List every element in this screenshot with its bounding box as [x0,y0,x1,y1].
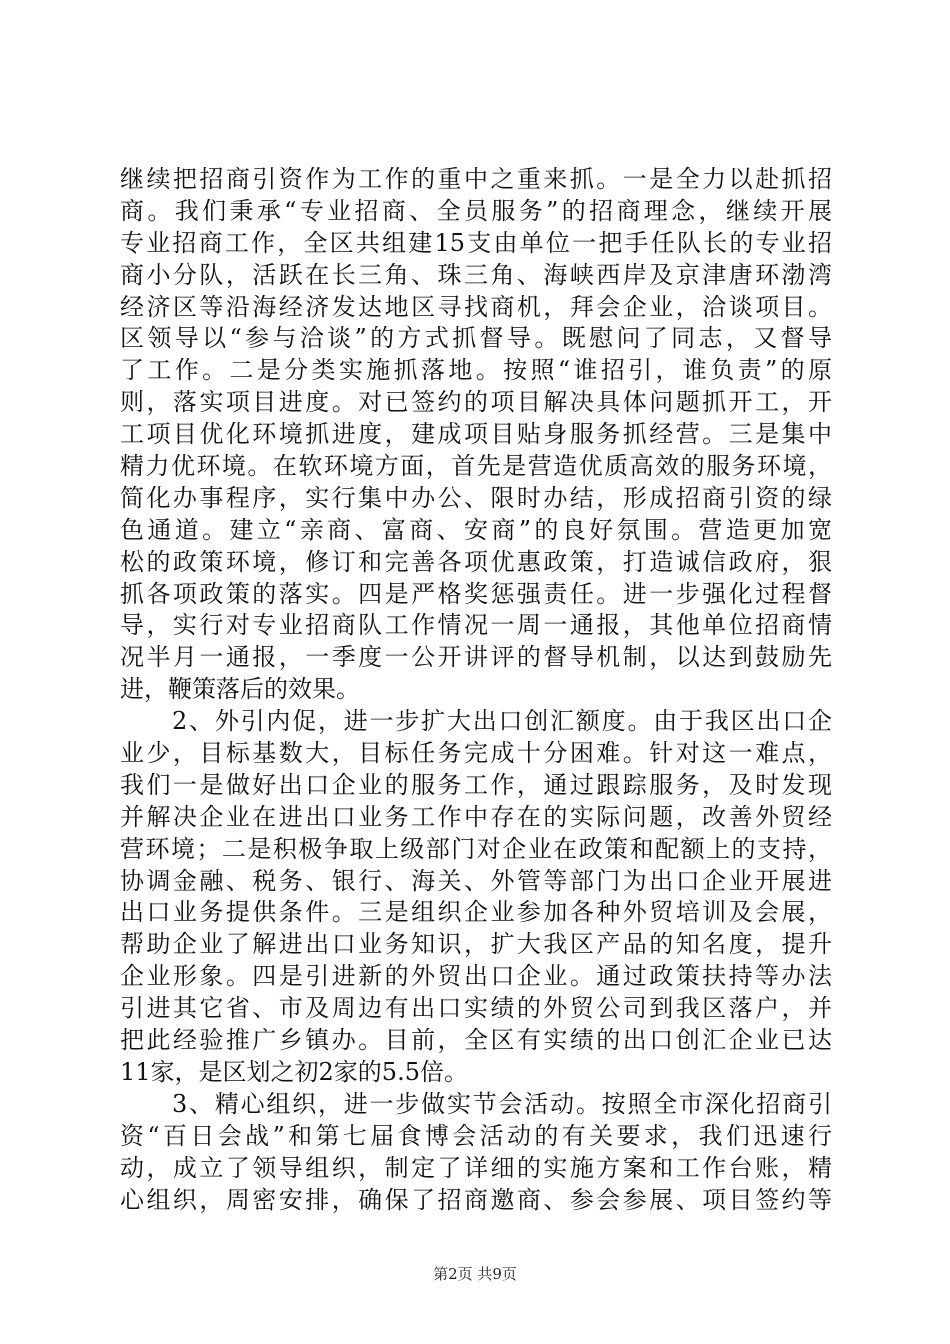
text-line: 经济区等沿海经济发达地区寻找商机，拜会企业，洽谈项目。 [120,292,832,321]
text-line: 导，实行对专业招商队工作情况一周一通报，其他单位招商情 [120,611,832,640]
text-line: 况半月一通报，一季度一公开讲评的督导机制，以达到鼓励先 [120,643,832,672]
text-line: 出口业务提供条件。三是组织企业参加各种外贸培训及会展， [120,898,832,927]
document-body [120,164,832,1216]
text-line: 我们一是做好出口企业的服务工作，通过跟踪服务，及时发现 [120,770,832,799]
text-line: 业少，目标基数大，目标任务完成十分困难。针对这一难点， [120,739,832,768]
text-line: 3、精心组织，进一步做实节会活动。按照全市深化招商引 [172,1089,832,1118]
text-line: 营环境；二是积极争取上级部门对企业在政策和配额上的支持， [120,834,832,863]
text-line: 了工作。二是分类实施抓落地。按照“谁招引，谁负责”的原 [120,356,832,385]
paragraph-3 [120,1089,832,1217]
text-line: 动，成立了领导组织，制定了详细的实施方案和工作台账，精 [120,1153,832,1182]
paragraph-1 [120,164,832,706]
text-line: 进，鞭策落后的效果。 [120,675,360,704]
text-line: 商小分队，活跃在长三角、珠三角、海峡西岸及京津唐环渤湾 [120,260,832,289]
text-line: 把此经验推广乡镇办。目前，全区有实绩的出口创汇企业已达 [120,1026,832,1055]
text-line: 继续把招商引资作为工作的重中之重来抓。一是全力以赴抓招 [120,165,832,193]
text-line: 11家，是区划之初2家的5.5倍。 [120,1057,468,1086]
text-line: 商。我们秉承“专业招商、全员服务”的招商理念，继续开展 [120,196,832,225]
text-line: 工项目优化环境抓进度，建成项目贴身服务抓经营。三是集中 [120,420,832,449]
text-line: 企业形象。四是引进新的外贸出口企业。通过政策扶持等办法 [120,962,832,991]
text-line: 2、外引内促，进一步扩大出口创汇额度。由于我区出口企 [172,707,832,736]
text-line: 简化办事程序，实行集中办公、限时办结，形成招商引资的绿 [120,483,832,512]
text-line: 资“百日会战”和第七届食博会活动的有关要求，我们迅速行 [120,1121,832,1150]
page-number-footer: 第2页 共9页 [433,1265,517,1283]
text-line: 抓各项政策的落实。四是严格奖惩强责任。进一步强化过程督 [120,579,832,608]
text-line: 专业招商工作，全区共组建15支由单位一把手任队长的专业招 [120,228,832,257]
text-line: 引进其它省、市及周边有出口实绩的外贸公司到我区落户，并 [120,994,832,1023]
text-line: 色通道。建立“亲商、富商、安商”的良好氛围。营造更加宽 [120,515,832,544]
paragraph-2 [120,706,832,1089]
text-line: 帮助企业了解进出口业务知识，扩大我区产品的知名度，提升 [120,930,832,959]
text-line: 并解决企业在进出口业务工作中存在的实际问题，改善外贸经 [120,802,832,831]
text-line: 则，落实项目进度。对已签约的项目解决具体问题抓开工，开 [120,388,832,417]
text-line: 协调金融、税务、银行、海关、外管等部门为出口企业开展进 [120,866,832,895]
text-line: 心组织，周密安排，确保了招商邀商、参会参展、项目签约等 [120,1185,832,1214]
text-line: 精力优环境。在软环境方面，首先是营造优质高效的服务环境， [120,452,832,481]
text-line: 区领导以“参与洽谈”的方式抓督导。既慰问了同志，又督导 [120,324,832,353]
text-line: 松的政策环境，修订和完善各项优惠政策，打造诚信政府，狠 [120,547,832,576]
